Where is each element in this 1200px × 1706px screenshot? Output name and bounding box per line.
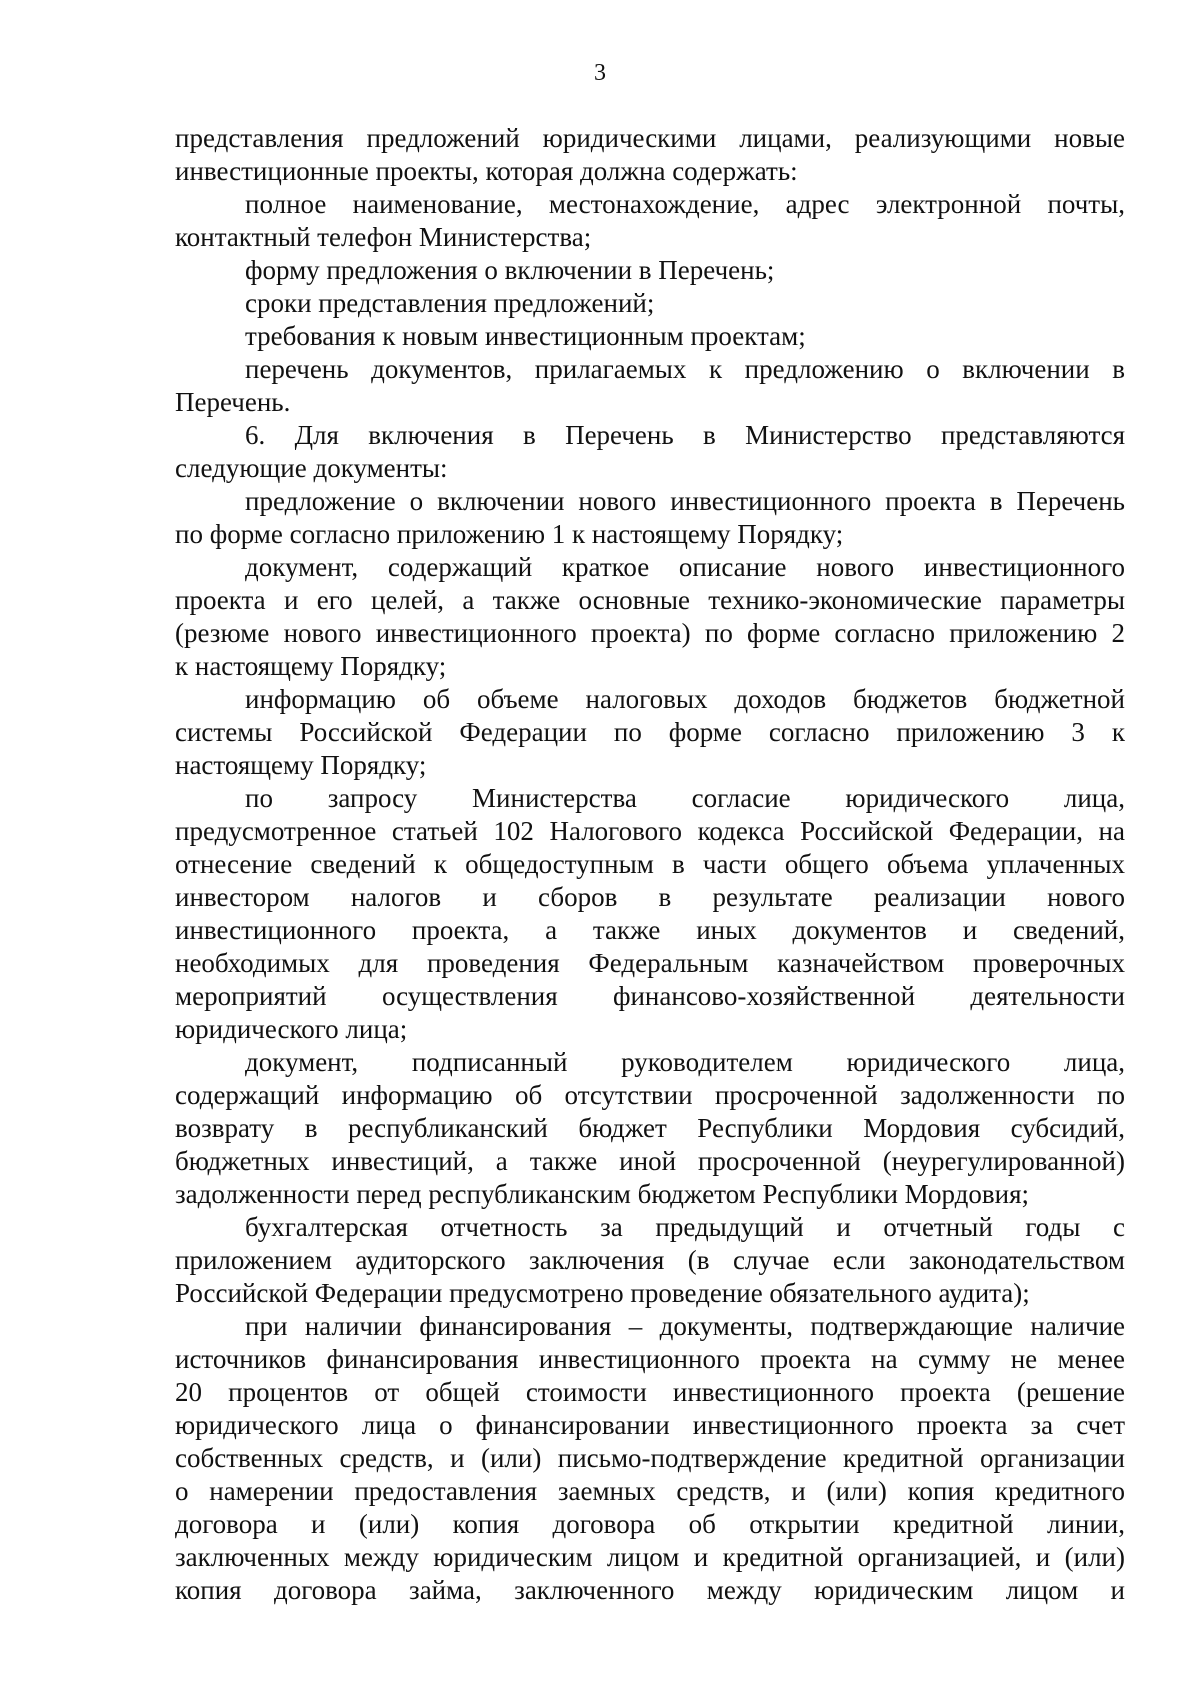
text-line: копия договора займа, заключенного между юридическим лицом и [175, 1575, 1125, 1605]
text-line: при наличии финансирования – документы, подтверждающие наличие [245, 1311, 1125, 1341]
document-body [175, 122, 1125, 1607]
page-number: 3 [594, 60, 606, 86]
text-line: Российской Федерации предусмотрено проведение обязательного аудита); [175, 1278, 1030, 1308]
text-line: системы Российской Федерации по форме согласно приложению 3 к [175, 717, 1125, 747]
text-line: 6. Для включения в Перечень в Министерство представляются [245, 420, 1125, 450]
text-line: предложение о включении нового инвестиционного проекта в Перечень [245, 486, 1125, 516]
text-line: по запросу Министерства согласие юридического лица, [245, 783, 1125, 813]
text-line: 20 процентов от общей стоимости инвестиционного проекта (решение [175, 1377, 1125, 1407]
text-line: проекта и его целей, а также основные технико-экономические параметры [175, 585, 1125, 615]
text-line: заключенных между юридическим лицом и кредитной организацией, и (или) [175, 1542, 1125, 1572]
text-line: необходимых для проведения Федеральным казначейством проверочных [175, 948, 1125, 978]
text-line: полное наименование, местонахождение, адрес электронной почты, [245, 189, 1125, 219]
text-line: по форме согласно приложению 1 к настоящему Порядку; [175, 519, 844, 549]
text-line: следующие документы: [175, 453, 448, 483]
text-line: форму предложения о включении в Перечень; [245, 255, 775, 285]
text-line: предусмотренное статьей 102 Налогового кодекса Российской Федерации, на [175, 816, 1125, 846]
text-line: юридического лица; [175, 1014, 408, 1044]
text-line: документ, подписанный руководителем юридического лица, [245, 1047, 1125, 1077]
text-line: отнесение сведений к общедоступным в части общего объема уплаченных [175, 849, 1125, 879]
text-line: источников финансирования инвестиционного проекта на сумму не менее [175, 1344, 1125, 1374]
text-line: содержащий информацию об отсутствии просроченной задолженности по [175, 1080, 1125, 1110]
text-line: юридического лица о финансировании инвестиционного проекта за счет [175, 1410, 1125, 1440]
text-line: настоящему Порядку; [175, 750, 427, 780]
text-line: информацию об объеме налоговых доходов бюджетов бюджетной [245, 684, 1125, 714]
text-line: к настоящему Порядку; [175, 651, 447, 681]
text-line: (резюме нового инвестиционного проекта) по форме согласно приложению 2 [175, 618, 1125, 648]
text-line: задолженности перед республиканским бюджетом Республики Мордовия; [175, 1179, 1029, 1209]
text-line: мероприятий осуществления финансово-хозяйственной деятельности [175, 981, 1125, 1011]
text-line: бюджетных инвестиций, а также иной просроченной (неурегулированной) [175, 1146, 1125, 1176]
text-line: инвестиционного проекта, а также иных документов и сведений, [175, 915, 1125, 945]
text-line: инвестиционные проекты, которая должна содержать: [175, 156, 798, 186]
text-line: перечень документов, прилагаемых к предложению о включении в [245, 354, 1125, 384]
text-line: Перечень. [175, 387, 291, 417]
text-line: инвестором налогов и сборов в результате реализации нового [175, 882, 1125, 912]
text-line: приложением аудиторского заключения (в случае если законодательством [175, 1245, 1125, 1275]
text-line: представления предложений юридическими лицами, реализующими новые [175, 123, 1125, 153]
text-line: сроки представления предложений; [245, 288, 655, 318]
text-line: контактный телефон Министерства; [175, 222, 592, 252]
text-line: собственных средств, и (или) письмо-подтверждение кредитной организации [175, 1443, 1125, 1473]
text-line: о намерении предоставления заемных средств, и (или) копия кредитного [175, 1476, 1125, 1506]
text-line: требования к новым инвестиционным проектам; [245, 321, 806, 351]
text-line: договора и (или) копия договора об открытии кредитной линии, [175, 1509, 1125, 1539]
text-line: документ, содержащий краткое описание нового инвестиционного [245, 552, 1125, 582]
text-line: возврату в республиканский бюджет Республики Мордовия субсидий, [175, 1113, 1125, 1143]
text-line: бухгалтерская отчетность за предыдущий и отчетный годы с [245, 1212, 1125, 1242]
